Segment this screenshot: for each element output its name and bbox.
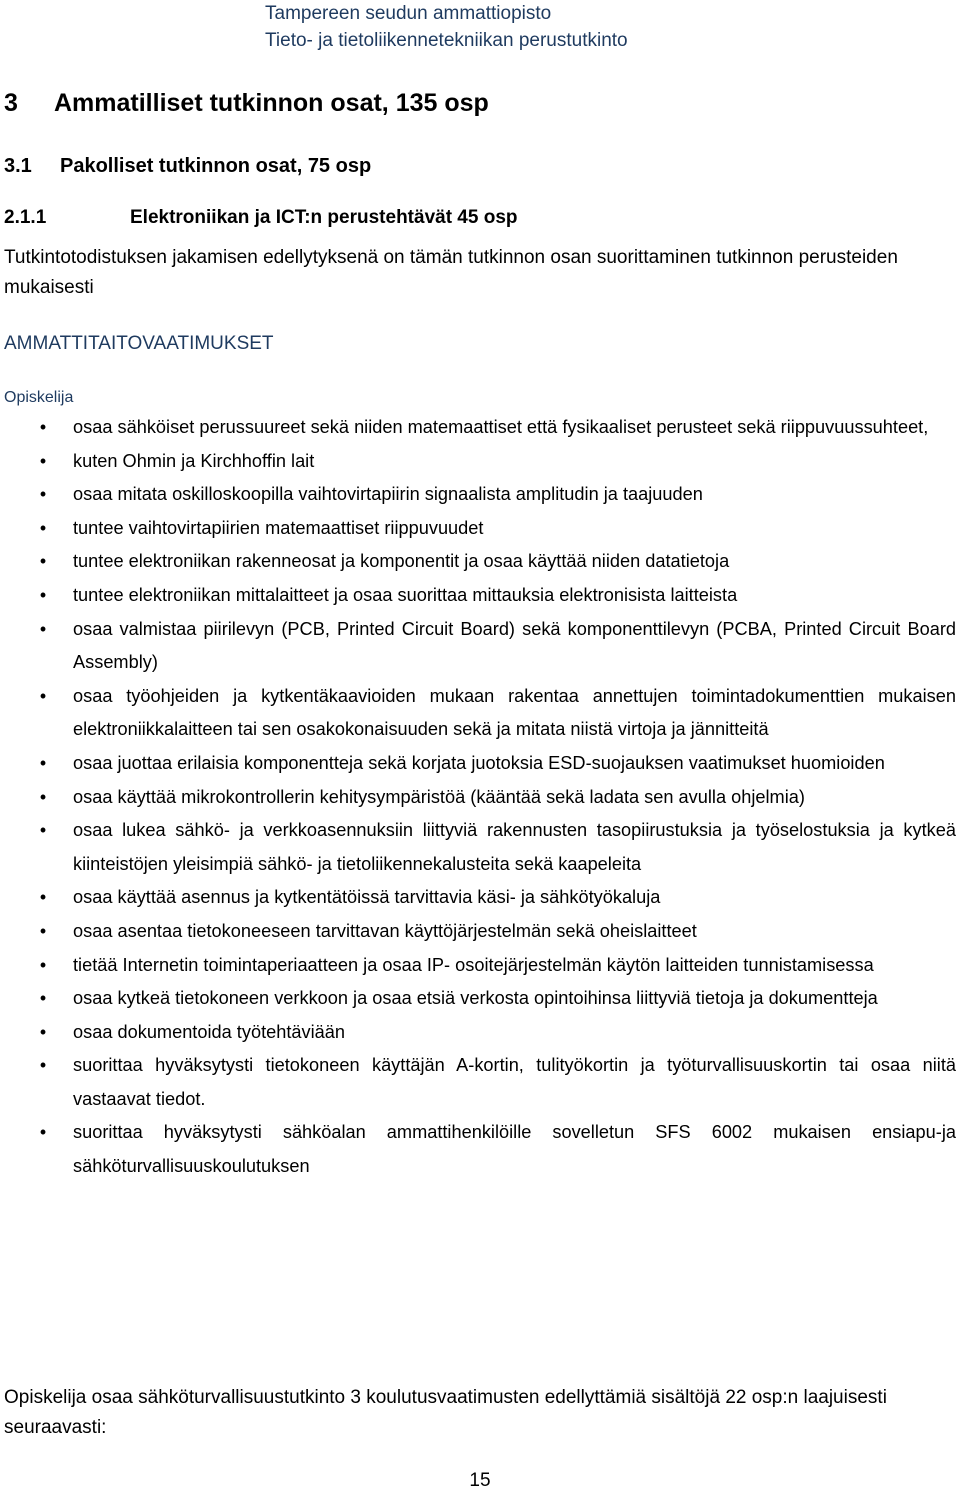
bullet-icon: •: [39, 820, 47, 841]
requirement-text: osaa käyttää asennus ja kytkentätöissä tarvittavia käsi- ja sähkötyökaluja: [73, 887, 661, 908]
bullet-icon: •: [39, 450, 47, 471]
requirement-item: [0, 814, 958, 881]
requirement-item: [0, 915, 958, 949]
bullet-icon: •: [39, 685, 47, 706]
heading-1-number: 3: [4, 89, 18, 117]
bullet-icon: •: [39, 618, 47, 639]
bullet-icon: •: [39, 752, 47, 773]
heading-2-title: Pakolliset tutkinnon osat, 75 osp: [60, 155, 372, 177]
requirements-list: [0, 411, 958, 1184]
requirement-text: osaa asentaa tietokoneeseen tarvittavan käyttöjärjestelmän sekä oheislaitteet: [73, 920, 697, 941]
requirement-item: [0, 949, 958, 983]
bullet-icon: •: [39, 584, 47, 605]
requirement-item: [0, 478, 958, 512]
header-program: Tieto- ja tietoliikennetekniikan perustutkinto: [265, 30, 628, 51]
requirement-text: osaa mitata oskilloskoopilla vaihtovirtapiirin signaalista amplitudin ja taajuuden: [73, 484, 703, 505]
bullet-icon: •: [39, 417, 47, 437]
document-header: [265, 0, 945, 54]
requirement-item: [0, 1049, 958, 1116]
heading-level-2: [4, 152, 371, 180]
requirement-item: [0, 545, 958, 579]
requirement-text: osaa työohjeiden ja kytkentäkaavioiden mukaan rakentaa annettujen toimintadokumenttien mukaisen elektroniikkalaitteen tai sen osakokonaisuuden sekä ja mitata niistä virtoja ja jännitteitä: [73, 685, 956, 740]
heading-2-number: 3.1: [4, 155, 32, 177]
closing-paragraph: Opiskelija osaa sähköturvallisuustutkinto 3 koulutusvaatimusten edellyttämiä sisältöjä 22 osp:n laajuisesti seuraavasti:: [4, 1387, 887, 1438]
requirement-text: osaa valmistaa piirilevyn (PCB, Printed Circuit Board) sekä komponenttilevyn (PCBA, Printed Circuit Board Assembly): [73, 618, 956, 673]
requirement-item: [0, 982, 958, 1016]
bullet-icon: •: [39, 786, 47, 807]
subject-label: Opiskelija: [4, 389, 74, 406]
requirement-item: [0, 579, 958, 613]
bullet-icon: •: [39, 1021, 47, 1042]
heading-level-3: [4, 204, 518, 232]
requirement-item: [0, 680, 958, 747]
bullet-icon: •: [39, 920, 47, 941]
requirement-item: [0, 512, 958, 546]
requirement-item: [0, 747, 958, 781]
requirement-item: [0, 411, 958, 445]
page-number: 15: [469, 1470, 491, 1491]
heading-1-title: Ammatilliset tutkinnon osat, 135 osp: [54, 89, 489, 117]
requirement-text: osaa sähköiset perussuureet sekä niiden matemaattiset että fysikaaliset perusteet sekä riippuvuussuhteet,: [73, 417, 929, 437]
requirement-text: tuntee elektroniikan mittalaitteet ja osaa suorittaa mittauksia elektronisista laitteista: [73, 584, 738, 605]
requirement-text: tietää Internetin toimintaperiaatteen ja osaa IP- osoitejärjestelmän käytön laitteiden tunnistamisessa: [73, 954, 874, 975]
intro-paragraph: Tutkintotodistuksen jakamisen edellytyksenä on tämän tutkinnon osan suorittaminen tutkinnon perusteiden mukaisesti: [4, 247, 898, 298]
requirement-item: [0, 1016, 958, 1050]
heading-3-number: 2.1.1: [4, 207, 47, 228]
bullet-icon: •: [39, 887, 47, 908]
requirement-item: [0, 781, 958, 815]
requirement-text: suorittaa hyväksytysti tietokoneen käyttäjän A-kortin, tulityökortin ja työturvallisuuskortin tai osaa niitä vastaavat tiedot.: [73, 1055, 956, 1109]
header-institution: Tampereen seudun ammattiopisto: [265, 3, 552, 24]
heading-level-1: [4, 86, 489, 120]
requirement-item: [0, 613, 958, 680]
requirement-text: osaa juottaa erilaisia komponentteja sekä korjata juotoksia ESD-suojauksen vaatimukset huomioiden: [73, 752, 885, 773]
bullet-icon: •: [39, 988, 47, 1009]
requirement-text: tuntee elektroniikan rakenneosat ja komponentit ja osaa käyttää niiden datatietoja: [73, 551, 730, 572]
requirement-text: suorittaa hyväksytysti sähköalan ammattihenkilöille sovelletun SFS 6002 mukaisen ensiapu-ja sähköturvallisuuskoulutuksen: [73, 1122, 956, 1177]
bullet-icon: •: [39, 1055, 47, 1076]
requirement-text: osaa dokumentoida työtehtäviään: [73, 1021, 345, 1042]
requirement-item: [0, 1116, 958, 1183]
bullet-icon: •: [39, 954, 47, 975]
requirement-text: osaa lukea sähkö- ja verkkoasennuksiin liittyviä rakennusten tasopiirustuksia ja työselostuksia ja kytkeä kiinteistöjen yleisimpiä sähkö- ja tietoliikennekalusteita sekä kaapeleita: [73, 820, 956, 874]
requirement-item: [0, 881, 958, 915]
requirement-text: tuntee vaihtovirtapiirien matemaattiset riippuvuudet: [73, 517, 484, 538]
bullet-icon: •: [39, 1122, 47, 1143]
requirement-item: [0, 445, 958, 479]
heading-3-title: Elektroniikan ja ICT:n perustehtävät 45 osp: [130, 207, 518, 228]
bullet-icon: •: [39, 551, 47, 572]
requirement-text: osaa käyttää mikrokontrollerin kehitysympäristöä (kääntää sekä ladata sen avulla ohjelmia): [73, 786, 805, 807]
bullet-icon: •: [39, 517, 47, 538]
requirement-text: osaa kytkeä tietokoneen verkkoon ja osaa etsiä verkosta opintoihinsa liittyviä tietoja ja dokumentteja: [73, 988, 878, 1009]
bullet-icon: •: [39, 484, 47, 505]
section-title: AMMATTITAITOVAATIMUKSET: [4, 333, 274, 354]
requirement-text: kuten Ohmin ja Kirchhoffin lait: [73, 450, 315, 471]
